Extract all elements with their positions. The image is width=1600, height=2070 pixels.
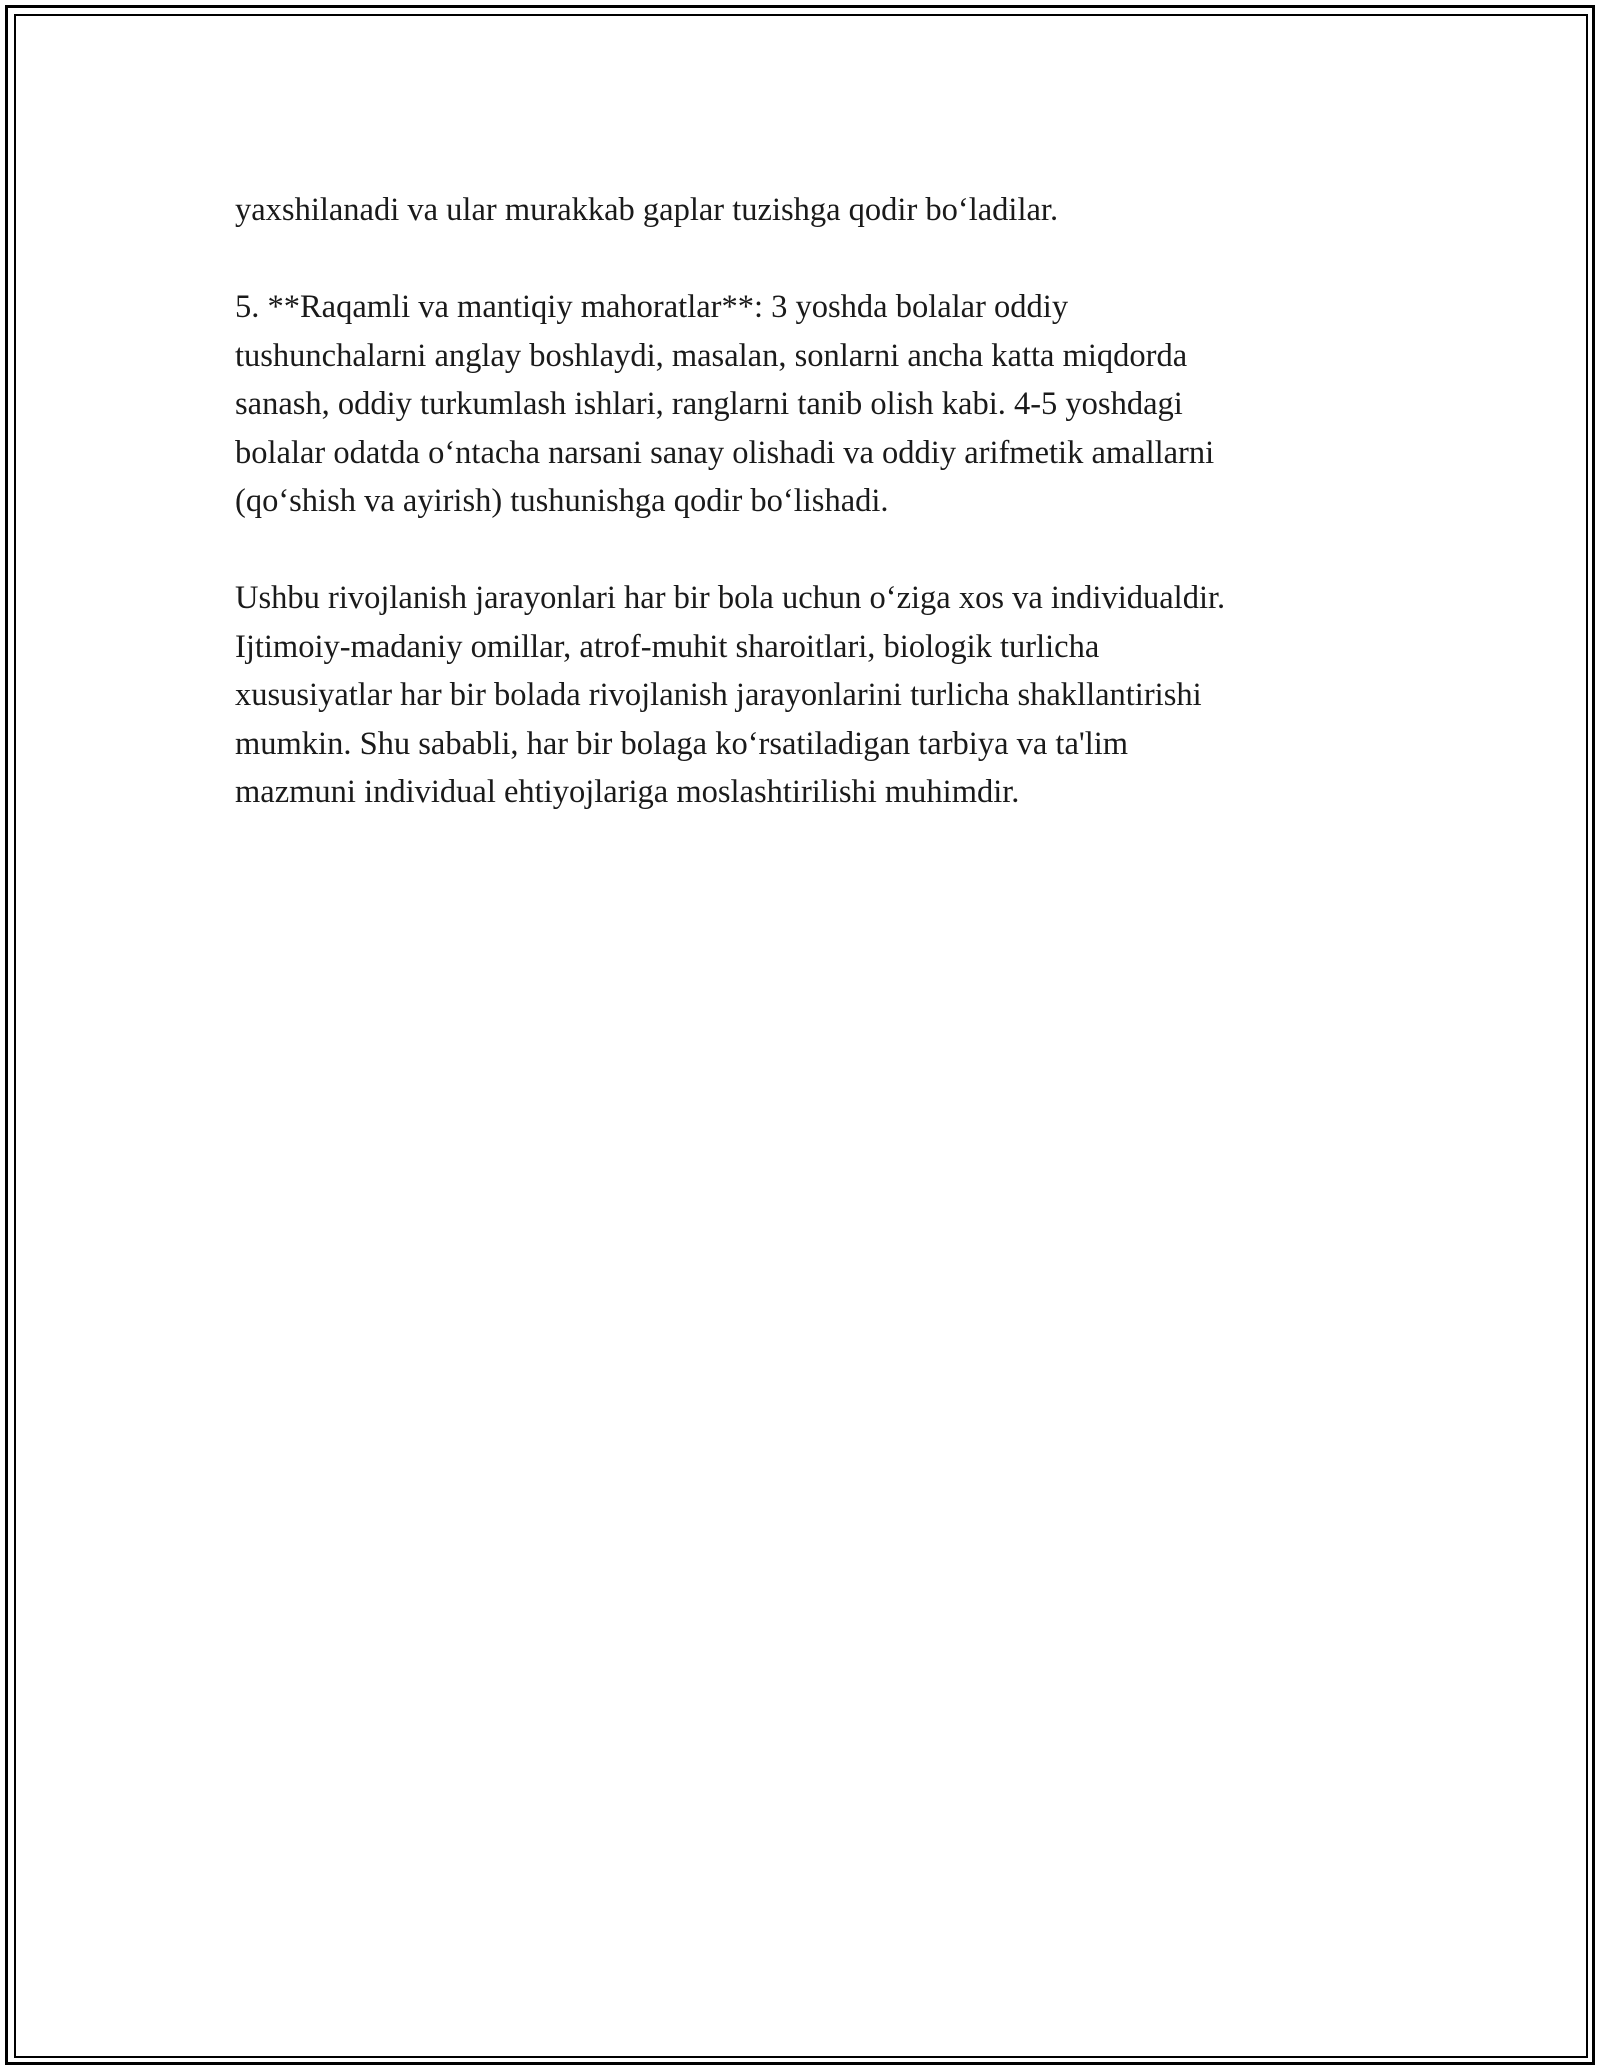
- text-line: Ushbu rivojlanish jarayonlari har bir bola uchun o‘ziga xos va individualdir.: [235, 580, 1226, 616]
- text-line: (qo‘shish va ayirish) tushunishga qodir bo‘lishadi.: [235, 483, 889, 519]
- text-line: tushunchalarni anglay boshlaydi, masalan, sonlarni ancha katta miqdorda: [235, 337, 1188, 374]
- text-line: sanash, oddiy turkumlash ishlari, ranglarni tanib olish kabi. 4-5 yoshdagi: [235, 386, 1183, 422]
- paragraph-continuation: [235, 186, 1365, 235]
- text-line: xususiyatlar har bir bolada rivojlanish jarayonlarini turlicha shakllantirishi: [235, 677, 1202, 713]
- paragraph-numeric-logic-skills: [235, 283, 1365, 526]
- text-line: Ijtimoiy-madaniy omillar, atrof-muhit sharoitlari, biologik turlicha: [235, 628, 1100, 665]
- paragraph-conclusion: [235, 574, 1365, 817]
- text-line: mumkin. Shu sababli, har bir bolaga ko‘rsatiladigan tarbiya va ta'lim: [235, 725, 1129, 762]
- text-line: 5. **Raqamli va mantiqiy mahoratlar**: 3 yoshda bolalar oddiy: [235, 289, 1069, 325]
- document-body: [235, 186, 1365, 865]
- text-line: yaxshilanadi va ular murakkab gaplar tuzishga qodir bo‘ladilar.: [235, 192, 1059, 228]
- text-line: mazmuni individual ehtiyojlariga moslashtirilishi muhimdir.: [235, 774, 1020, 810]
- text-line: bolalar odatda o‘ntacha narsani sanay olishadi va oddiy arifmetik amallarni: [235, 434, 1215, 471]
